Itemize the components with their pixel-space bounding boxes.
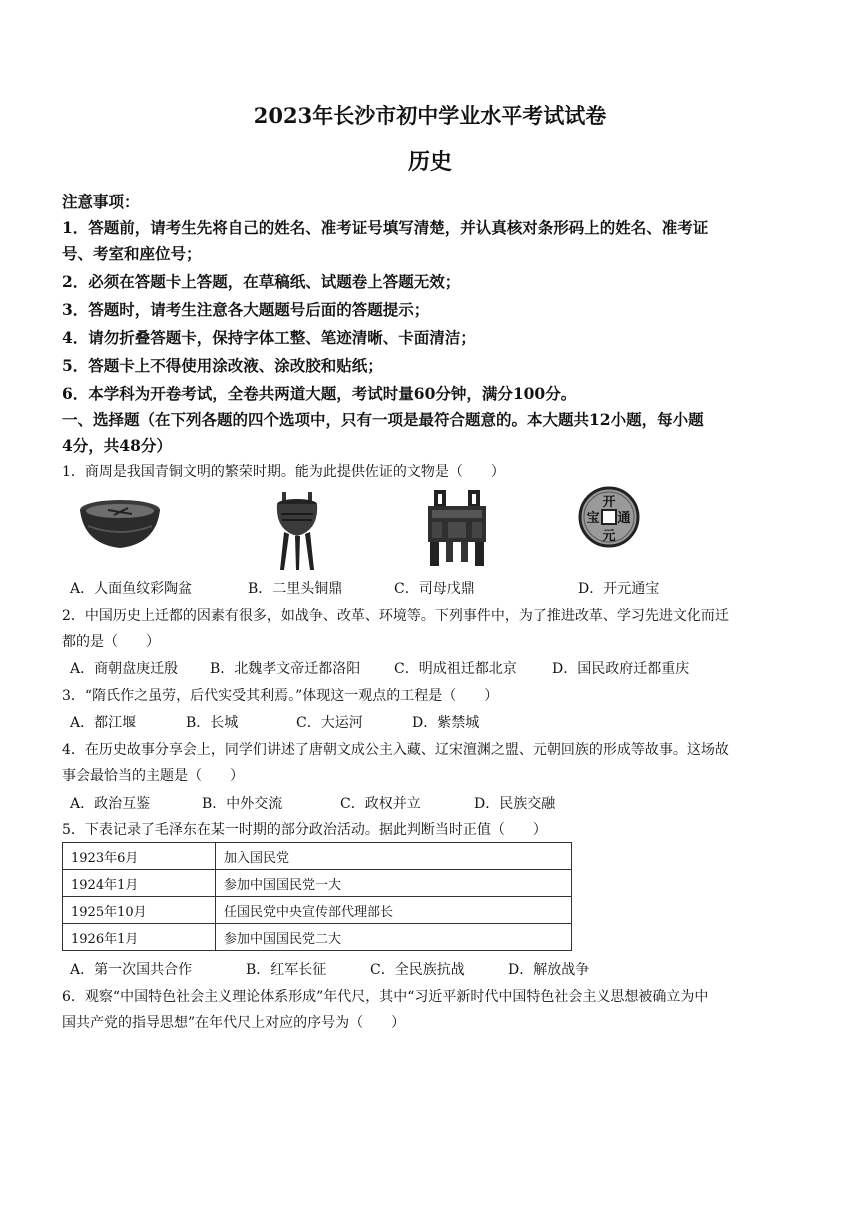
q5-option-c: C．全民族抗战 <box>370 962 465 978</box>
table-cell-date: 1923年6月 <box>63 843 216 870</box>
q5-option-b: B．红军长征 <box>246 962 327 978</box>
q2-option-c: C．明成祖迁都北京 <box>394 661 517 677</box>
notice-item-4: 4．请勿折叠答题卡，保持字体工整、笔迹清晰、卡面清洁； <box>62 328 476 347</box>
coin-char-bottom: 元 <box>602 529 616 544</box>
notice-item-1a: 1．答题前，请考生先将自己的姓名、准考证号填写清楚，并认真核对条形码上的姓名、准考证 <box>62 218 709 237</box>
coin-char-left: 宝 <box>586 511 600 526</box>
section1-heading-line1: 一、选择题（在下列各题的四个选项中，只有一项是最符合题意的。本大题共12小题，每小题 <box>62 410 704 429</box>
q1-option-d: D．开元通宝 <box>578 581 660 597</box>
notice-item-3: 3．答题时，请考生注意各大题题号后面的答题提示； <box>62 300 430 319</box>
section1-heading-line2: 4分，共48分） <box>62 436 172 455</box>
q5-option-d: D．解放战争 <box>508 962 590 978</box>
q5-activity-table <box>62 842 572 951</box>
q1-option-b: B．二里头铜鼎 <box>248 581 343 597</box>
q2-stem-line1: 2．中国历史上迁都的因素有很多，如战争、改革、环境等。下列事件中，为了推进改革、学习先进文化而迁 <box>62 608 729 624</box>
q5-stem: 5．下表记录了毛泽东在某一时期的部分政治活动。据此判断当时正值（ ） <box>62 822 547 838</box>
notice-item-5: 5．答题卡上不得使用涂改液、涂改胶和贴纸； <box>62 356 383 375</box>
q3-option-a: A．都江堰 <box>70 715 137 731</box>
coin-char-top: 开 <box>602 495 616 510</box>
q4-stem-line1: 4．在历史故事分享会上，同学们讲述了唐朝文成公主入藏、辽宋澶渊之盟、元朝回族的形成等故事。这场故 <box>62 742 729 758</box>
q4-option-a: A．政治互鉴 <box>70 796 151 812</box>
bronze-ding-image <box>272 490 322 572</box>
q3-option-d: D．紫禁城 <box>412 715 480 731</box>
notice-item-6: 6．本学科为开卷考试，全卷共两道大题，考试时量60分钟，满分100分。 <box>62 384 577 403</box>
notice-heading: 注意事项： <box>62 192 140 211</box>
notice-item-1b: 号、考室和座位号； <box>62 244 202 263</box>
q1-artifact-images <box>0 484 860 576</box>
q1-stem: 1．商周是我国青铜文明的繁荣时期。能为此提供佐证的文物是（ ） <box>62 464 505 480</box>
q4-option-b: B．中外交流 <box>202 796 283 812</box>
q3-option-c: C．大运河 <box>296 715 363 731</box>
table-cell-date: 1924年1月 <box>63 870 216 897</box>
q1-option-a: A．人面鱼纹彩陶盆 <box>70 581 193 597</box>
pottery-basin-image <box>78 498 162 550</box>
q2-option-a: A．商朝盘庚迁殷 <box>70 661 179 677</box>
table-cell-date: 1925年10月 <box>63 897 216 924</box>
q2-stem-line2: 都的是（ ） <box>62 634 160 650</box>
coin-char-right: 通 <box>617 511 631 526</box>
table-row <box>63 843 572 870</box>
q5-option-a: A．第一次国共合作 <box>70 962 193 978</box>
table-cell-activity: 参加中国国民党一大 <box>216 870 572 897</box>
q4-option-d: D．民族交融 <box>474 796 556 812</box>
table-cell-activity: 参加中国国民党二大 <box>216 924 572 951</box>
q4-option-c: C．政权并立 <box>340 796 421 812</box>
table-row <box>63 870 572 897</box>
simuwu-ding-image <box>424 490 490 568</box>
kaiyuan-coin-image <box>578 486 640 548</box>
q6-stem-line2: 国共产党的指导思想”在年代尺上对应的序号为（ ） <box>62 1015 406 1031</box>
q2-option-b: B．北魏孝文帝迁都洛阳 <box>210 661 361 677</box>
subject-title: 历史 <box>407 149 452 175</box>
q2-option-d: D．国民政府迁都重庆 <box>552 661 690 677</box>
notice-item-2: 2．必须在答题卡上答题，在草稿纸、试题卷上答题无效； <box>62 272 461 291</box>
exam-title: 2023年长沙市初中学业水平考试试卷 <box>253 103 607 128</box>
table-cell-activity: 加入国民党 <box>216 843 572 870</box>
q6-stem-line1: 6．观察“中国特色社会主义理论体系形成”年代尺，其中“习近平新时代中国特色社会主义思想被确立为中 <box>62 989 709 1005</box>
q4-stem-line2: 事会最恰当的主题是（ ） <box>62 768 244 784</box>
table-cell-activity: 任国民党中央宣传部代理部长 <box>216 897 572 924</box>
q3-stem: 3．“隋氏作之虽劳，后代实受其利焉。”体现这一观点的工程是（ ） <box>62 688 499 704</box>
table-row <box>63 897 572 924</box>
q3-option-b: B．长城 <box>186 715 239 731</box>
q1-option-c: C．司母戊鼎 <box>394 581 475 597</box>
table-cell-date: 1926年1月 <box>63 924 216 951</box>
table-row <box>63 924 572 951</box>
